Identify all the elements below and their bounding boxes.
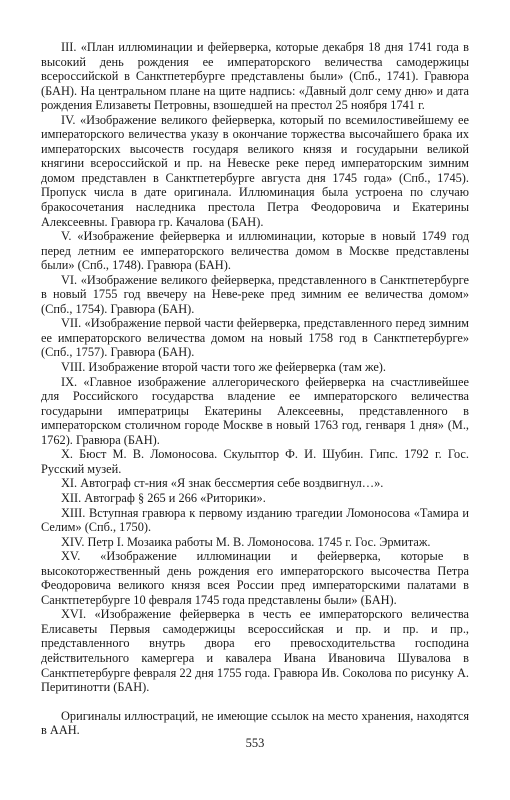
illustration-entry-xvi: XVI. «Изображение фейерверка в честь ее императорского величества Елисаветы Первыя самодержицы всероссийская и пр. и пр. и пр., представленного внутрь двора его превосходительства господина действительного камергера и кавалера Ивана Ивановича Шувалова в Санктпетербурге февраля 22 дня 1755 года. Гравюра Ив. Соколова по рисунку А. Перитинотти (БАН).: [41, 607, 469, 695]
illustration-entry-xii: XII. Автограф § 265 и 266 «Риторики».: [61, 490, 266, 505]
page-number: 553: [245, 736, 265, 750]
illustration-entry-xv: XV. «Изображение иллюминации и фейерверка, которые в высокоторжественный день рождения его императорского высочества Петра Феодоровича великого князя всея России пред императорскими палатами в Санктпетербурге 10 февраля 1745 года представлены были» (БАН).: [41, 549, 469, 607]
illustration-entry-vi: VI. «Изображение великого фейерверка, представленного в Санктпетербурге в новый 1755 год ввечеру на Неве-реке пред зимним ее величества домом» (Спб., 1754). Гравюра (БАН).: [41, 272, 469, 316]
illustration-entry-vii: VII. «Изображение первой части фейерверка, представленного перед зимним ее императорского величества домом на новый 1758 год в Санктпетербурге» (Спб., 1757). Гравюра (БАН).: [41, 316, 469, 360]
storage-note: Оригиналы иллюстраций, не имеющие ссылок на место хранения, находятся в ААН.: [41, 708, 469, 738]
illustration-entry-x: X. Бюст М. В. Ломоносова. Скульптор Ф. И. Шубин. Гипс. 1792 г. Гос. Русский музей.: [41, 447, 469, 476]
illustration-entry-xiv: XIV. Петр I. Мозаика работы М. В. Ломоносова. 1745 г. Гос. Эрмитаж.: [61, 534, 431, 549]
illustration-entry-xiii: XIII. Вступная гравюра к первому изданию трагедии Ломоносова «Тамира и Селим» (Спб., 1750).: [41, 505, 469, 535]
illustration-entry-ix: IX. «Главное изображение аллегорического фейерверка на счастливейшее для Российского государства владение ее императорского величества государыни императрицы Екатерины Алексеевны, представленного в императорском столичном городе Москве в новый 1763 год, генваря 1 дня» (М., 1762). Гравюра (БАН).: [41, 374, 469, 447]
illustration-entry-xi: XI. Автограф ст-ния «Я знак бессмертия себе воздвигнул…».: [61, 476, 384, 491]
illustration-entry-iii: III. «План иллюминации и фейерверка, которые декабря 18 дня 1741 года в высокий день рождения ее императорского величества самодержицы всероссийской в Санктпетербурге представлены были» (Спб., 1741). Гравюра (БАН). На центральном плане на щите надпись: «Давный долг сему дню» и дата рождения Елизаветы Петровны, взошедшей на престол 25 ноября 1741 г.: [41, 40, 469, 113]
illustration-entry-viii: VIII. Изображение второй части того же фейерверка (там же).: [61, 360, 387, 375]
illustration-entry-iv: IV. «Изображение великого фейерверка, который по всемилостивейшему ее императорского величества указу в окончание торжества высочайшего брака их императорских высочеств государя великого князя и государыни великой княгини всероссийской и пр. на Невеске реке перед императорским зимним домом представлен в Санктпетербурге августа дня 1745 года» (Спб., 1745). Пропуск числа в дате оригинала. Иллюминация была устроена по случаю бракосочетания наследника престола Петра Феодоровича и Екатерины Алексеевны. Гравюра гр. Качалова (БАН).: [41, 112, 469, 229]
page-text: [41, 40, 469, 738]
illustration-entry-v: V. «Изображение фейерверка и иллюминации, которые в новый 1749 год перед летним ее императорского величества домом в Москве представлены были» (Спб., 1748). Гравюра (БАН).: [41, 229, 469, 273]
